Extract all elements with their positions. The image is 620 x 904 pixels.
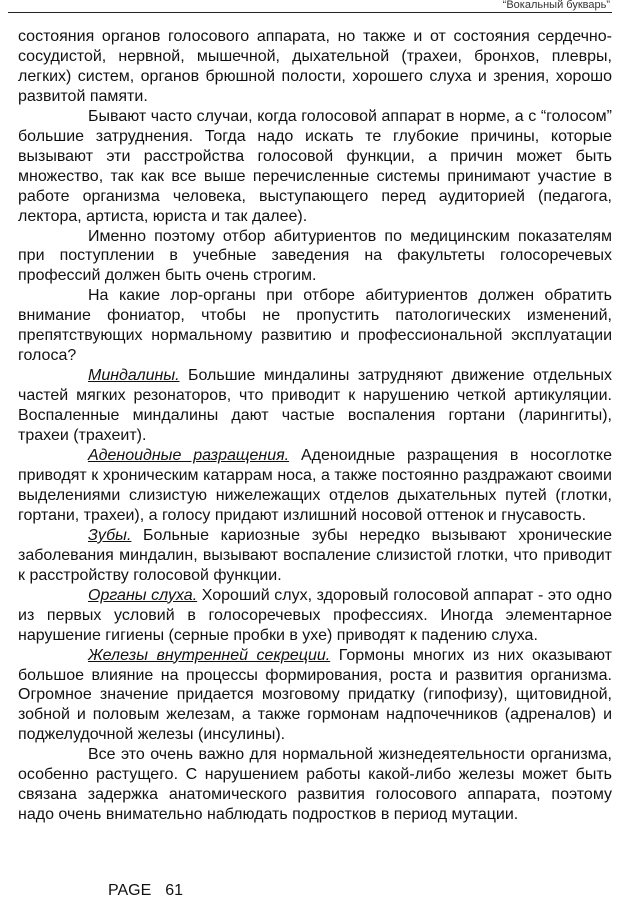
header-rule [8, 12, 612, 13]
paragraph-glands [18, 646, 612, 746]
paragraph-hearing [18, 586, 612, 646]
paragraph [18, 27, 612, 107]
paragraph-text: Больные кариозные зубы нередко вызывают хронические заболевания миндалин, вызывают воспаление слизистой глотки, что приводит к расстройству голосовой функции. [18, 526, 612, 584]
term-heading: Миндалины. [88, 367, 180, 385]
paragraph-text: Хороший слух, здоровый голосовой аппарат - это одно из первых условий в голосоречевых профессиях. Иногда элементарное нарушение гигиены (серные пробки в ухе) приводят к падению слуха. [18, 586, 613, 644]
paragraph-adenoids [18, 446, 612, 526]
term-heading: Аденоидные разращения. [88, 447, 290, 465]
page-number: 61 [165, 882, 184, 899]
paragraph-text: состояния органов голосового аппарата, но также и от состояния сердечно-сосудистой, нервной, мышечной, дыхательной (трахеи, бронхов, плевры, легких) систем, органов брюшной полости, хорошего слуха и зрения, хорошо развитой памяти. [18, 28, 612, 105]
paragraph-text: Все это очень важно для нормальной жизнедеятельности организма, особенно растущего. С нарушением работы какой-либо железы может быть связана задержка анатомического развития голосового аппарата, поэтому надо очень внимательно наблюдать подростков в период мутации. [18, 746, 612, 824]
term-heading: Органы слуха. [88, 586, 198, 604]
paragraph [18, 745, 612, 825]
paragraph-text: Гормоны многих из них оказывают большое влияние на процессы формирования, роста и развития организма. Огромное значение придается мозговому придатку (гипофизу), щитовидной, зобной и половым железам, а также гормонам надпочечников (адреналов) и поджелудочной железы (инсулины). [18, 646, 613, 744]
paragraph-tonsils [18, 366, 612, 446]
paragraph-text: Большие миндалины затрудняют движение отдельных частей мягких резонаторов, что приводит к нарушению четкой артикуляции. Воспаленные миндалины дают частые воспаления гортани (ларингиты), трахеи (трахеит). [18, 367, 612, 445]
paragraph [18, 227, 612, 287]
page-label: PAGE [108, 882, 152, 899]
paragraph [18, 107, 612, 227]
paragraph-text: Именно поэтому отбор абитуриентов по медицинским показателям при поступлении в учебные заведения на факультеты голосоречевых профессий должен быть очень строгим. [18, 227, 612, 285]
paragraph [18, 286, 612, 366]
paragraph-text: На какие лор-органы при отборе абитуриентов должен обратить внимание фониатор, чтобы не пропустить патологических изменений, препятствующих нормальному развитию и профессиональной эксплуатации голоса? [18, 287, 612, 365]
paragraph-text: Бывают часто случаи, когда голосовой аппарат в норме, а с “голосом” большие затруднения. Тогда надо искать те глубокие причины, которые вызывают эти расстройства голосовой функции, а причин может быть множество, так как все выше перечисленные системы принимают участие в работе организма человека, выступающего перед аудиторией (педагога, лектора, артиста, юриста и так далее). [18, 107, 612, 225]
running-title: “Вокальный букварь” [502, 0, 610, 11]
page-footer [108, 882, 183, 900]
term-heading: Железы внутренней секреции. [88, 646, 331, 664]
paragraph-text: Аденоидные разращения в носоглотке приводят к хроническим катаррам носа, а также постоянно раздражают своими выделениями слизистую нижележащих отделов дыхательных путей (глотки, гортани, трахеи), а голосу придают излишний носовой оттенок и гнусавость. [18, 447, 613, 524]
term-heading: Зубы. [88, 526, 132, 544]
page-body [18, 27, 612, 825]
paragraph-teeth [18, 526, 612, 586]
